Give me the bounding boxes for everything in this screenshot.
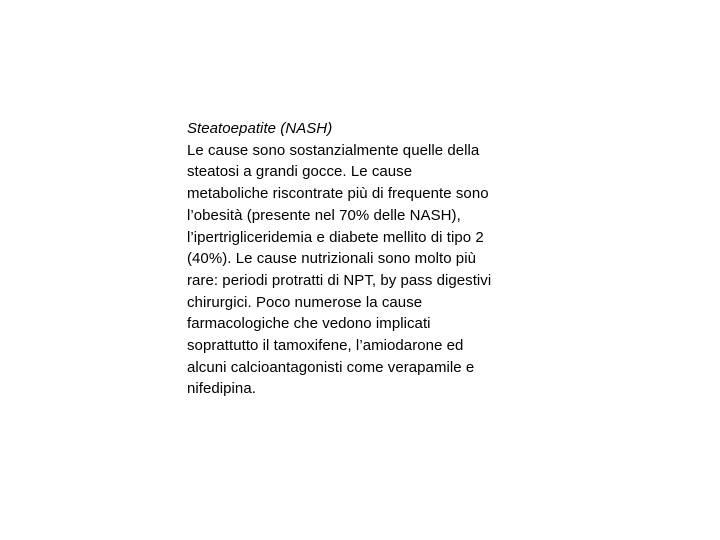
body-line: l’ipertrigliceridemia e diabete mellito di tipo 2 — [187, 228, 484, 246]
body-line: alcuni calcioantagonisti come verapamile e — [187, 358, 475, 376]
body-line: soprattutto il tamoxifene, l’amiodarone ed — [187, 337, 464, 355]
body-line: steatosi a grandi gocce. Le cause — [187, 163, 413, 181]
body-line: Le cause sono sostanzialmente quelle della — [187, 141, 480, 159]
body-line: rare: periodi protratti di NPT, by pass digestivi — [187, 271, 492, 289]
section-heading: Steatoepatite (NASH) — [187, 120, 333, 137]
body-line: nifedipina. — [187, 380, 256, 398]
text-block — [187, 118, 537, 400]
body-line: farmacologiche che vedono implicati — [187, 315, 431, 333]
body-line: (40%). Le cause nutrizionali sono molto più — [187, 250, 476, 268]
body-line: l’obesità (presente nel 70% delle NASH), — [187, 206, 461, 224]
body-line: metaboliche riscontrate più di frequente sono — [187, 185, 489, 203]
body-line: chirurgici. Poco numerose la cause — [187, 293, 423, 311]
